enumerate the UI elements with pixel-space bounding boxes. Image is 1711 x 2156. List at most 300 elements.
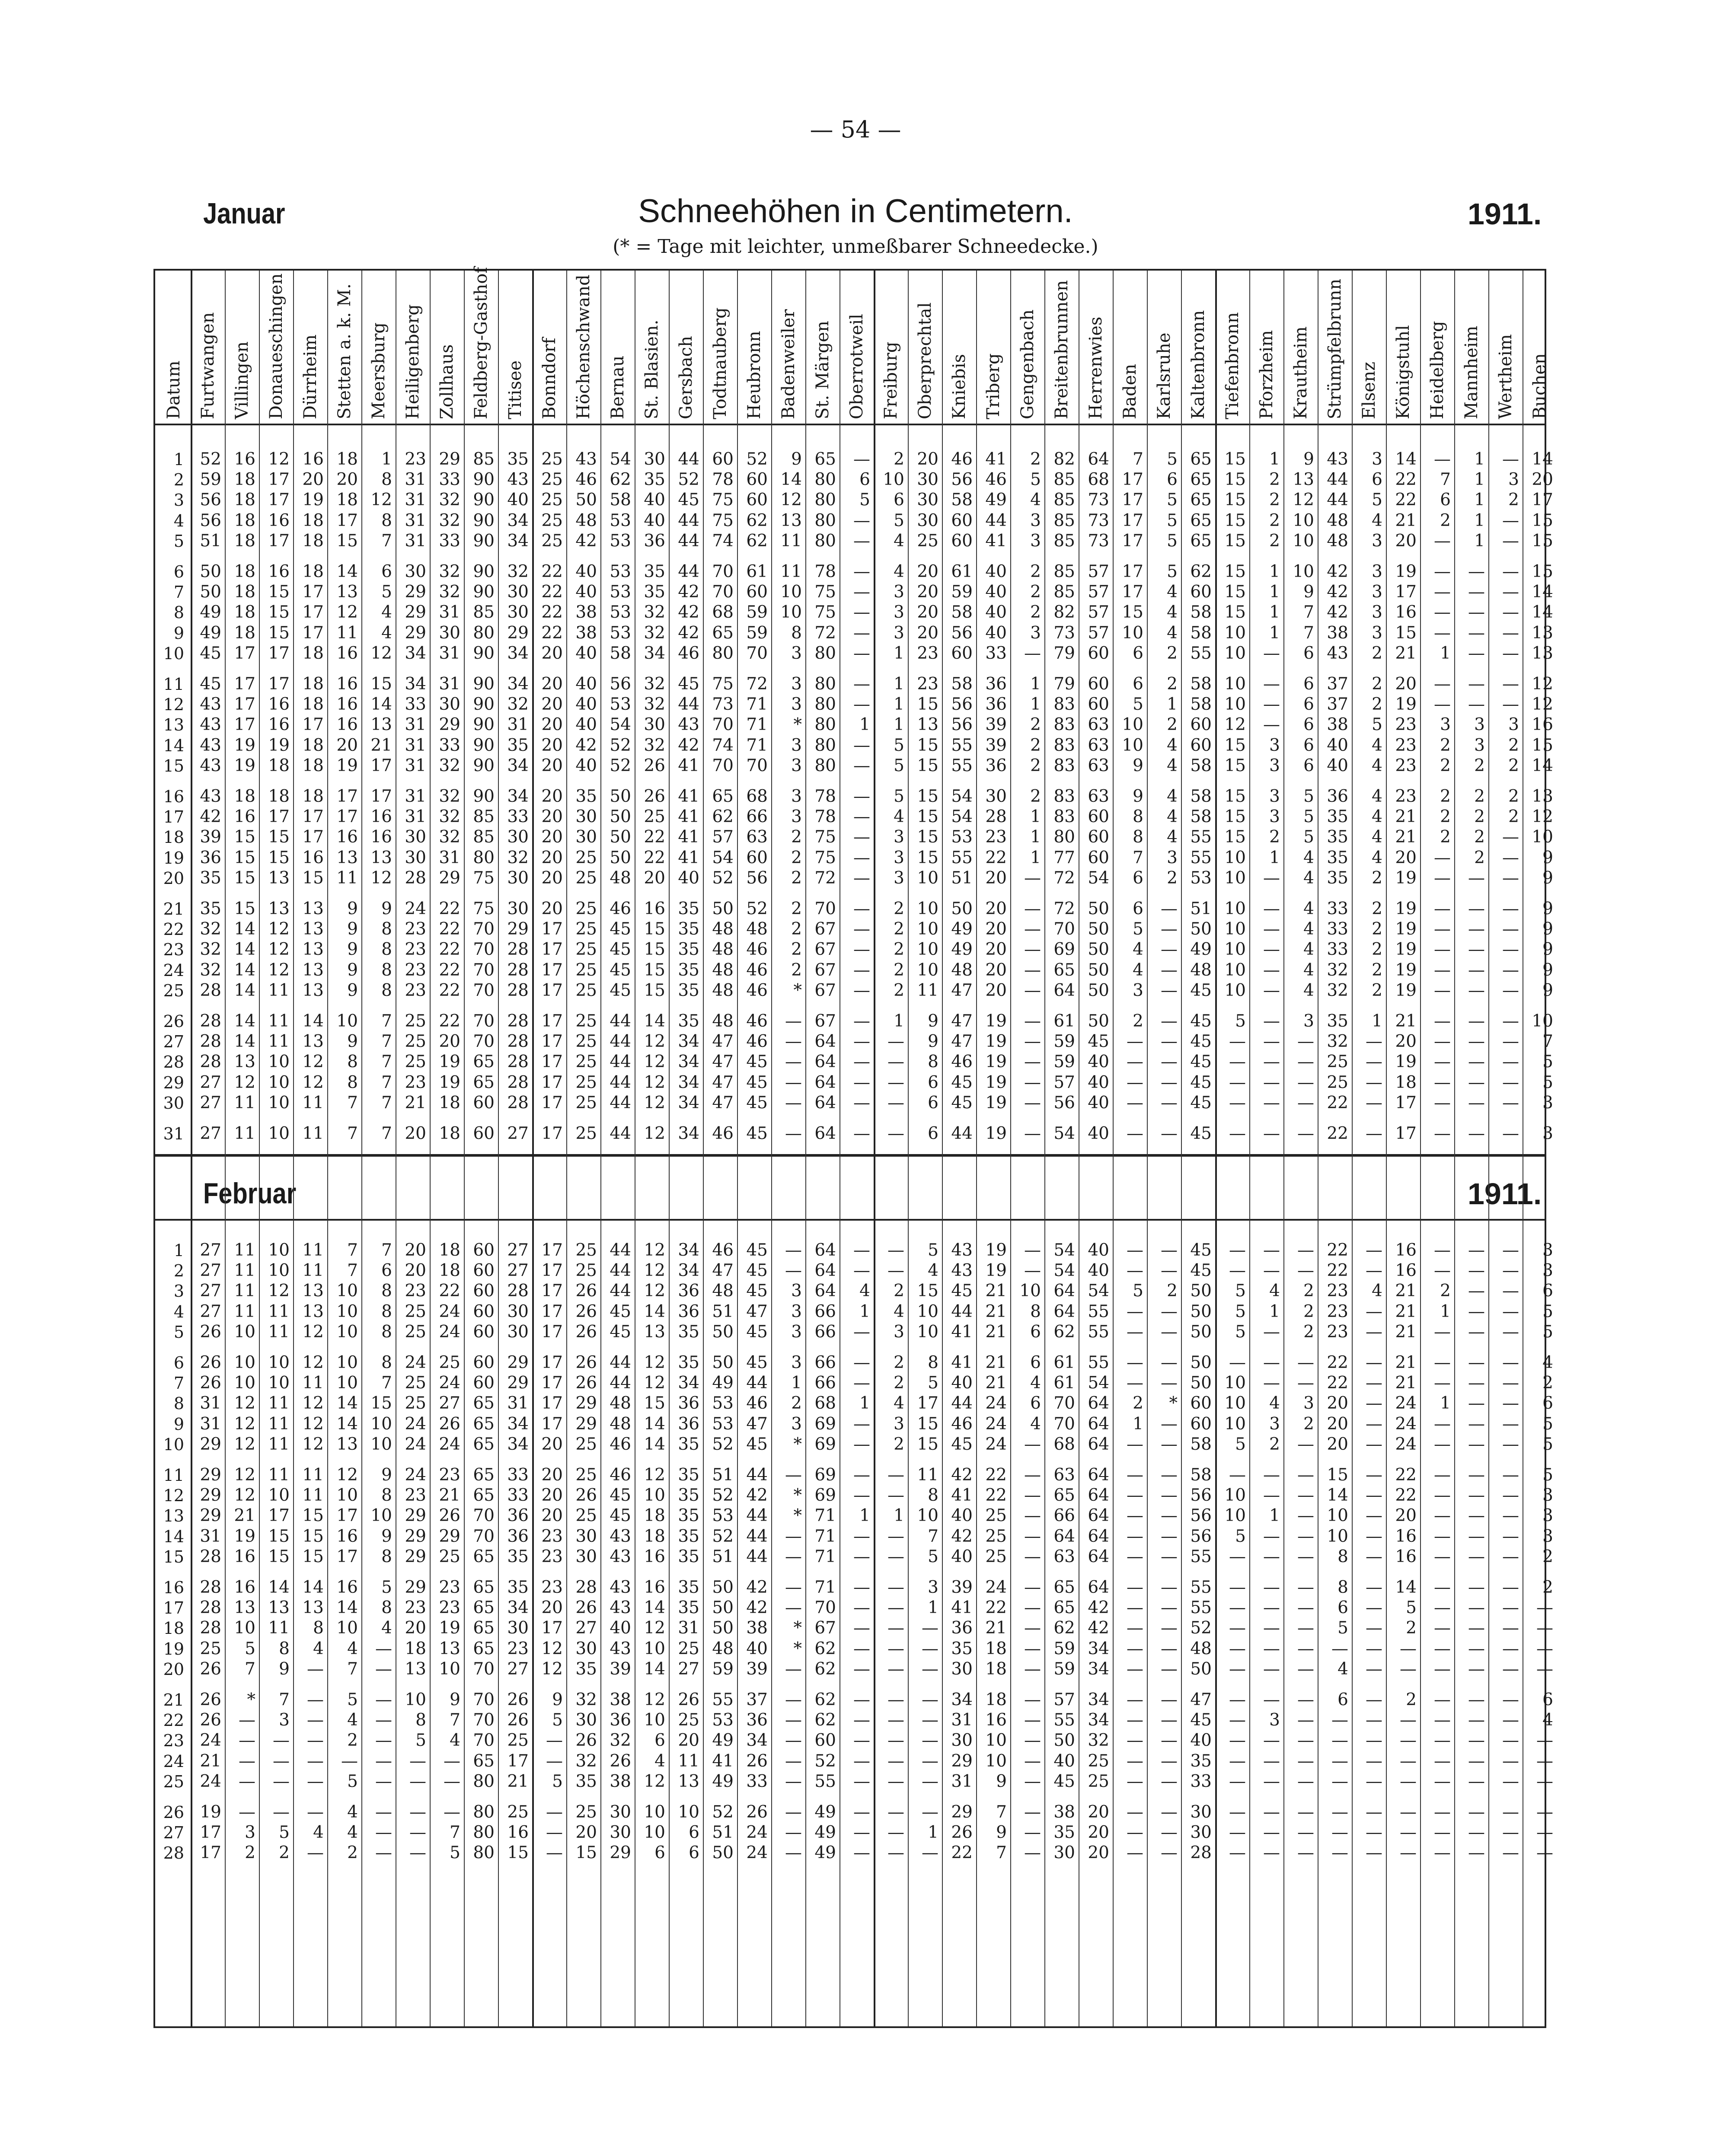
- table-cell: 90: [473, 735, 495, 755]
- table-cell: 60: [1088, 695, 1109, 714]
- table-cell: 1: [1474, 531, 1485, 551]
- table-cell: 17: [917, 1394, 938, 1413]
- table-cell: —: [887, 1052, 904, 1072]
- table-cell: 15: [268, 582, 290, 602]
- table-cell: 35: [1190, 1751, 1212, 1771]
- table-cell: 60: [712, 450, 734, 469]
- table-cell: —: [1263, 1598, 1280, 1618]
- table-cell: 59: [1053, 1659, 1075, 1679]
- table-cell: —: [1434, 919, 1451, 939]
- column-header: [1386, 277, 1420, 419]
- table-cell: 60: [473, 1373, 495, 1393]
- table-cell: —: [1400, 1659, 1417, 1679]
- table-cell: —: [1229, 1353, 1246, 1372]
- table-cell: 5: [1030, 470, 1041, 490]
- table-cell: 15: [917, 807, 938, 827]
- table-cell: 19: [985, 1011, 1007, 1031]
- day-number: 2: [173, 470, 184, 490]
- table-cell: 1: [1269, 603, 1280, 622]
- table-cell: —: [1502, 1052, 1519, 1072]
- table-cell: 78: [712, 470, 734, 490]
- table-cell: 2: [1542, 1373, 1553, 1393]
- table-cell: —: [922, 1802, 938, 1822]
- table-cell: 10: [1122, 623, 1143, 643]
- table-cell: 47: [712, 1032, 734, 1052]
- table-cell: 53: [610, 510, 631, 530]
- table-cell: 43: [610, 1526, 631, 1546]
- table-cell: —: [887, 1618, 904, 1638]
- table-cell: 58: [951, 603, 973, 622]
- table-cell: 29: [200, 1486, 221, 1505]
- table-cell: —: [1263, 1052, 1280, 1072]
- table-cell: 23: [439, 1598, 460, 1618]
- table-cell: 40: [1190, 1731, 1212, 1751]
- table-cell: 47: [712, 1261, 734, 1281]
- table-cell: 11: [780, 531, 802, 551]
- table-cell: 14: [644, 1414, 665, 1434]
- table-cell: 19: [985, 1124, 1007, 1143]
- table-cell: 22: [541, 582, 563, 602]
- table-cell: 25: [507, 1731, 529, 1751]
- table-cell: 12: [644, 1241, 665, 1260]
- table-cell: 21: [1395, 643, 1417, 663]
- table-cell: —: [1468, 1434, 1485, 1454]
- table-cell: 4: [381, 623, 392, 643]
- table-cell: 8: [1133, 807, 1143, 827]
- table-cell: 16: [1395, 1547, 1417, 1566]
- table-cell: 11: [302, 1261, 324, 1281]
- table-cell: 40: [1327, 756, 1348, 775]
- table-cell: 16: [336, 715, 358, 735]
- table-cell: 58: [1190, 787, 1212, 806]
- table-cell: —: [1366, 1373, 1382, 1393]
- table-cell: —: [1434, 1598, 1451, 1618]
- table-cell: 20: [985, 960, 1007, 980]
- table-cell: —: [785, 1843, 802, 1863]
- table-cell: 54: [1053, 1241, 1075, 1260]
- table-cell: —: [1331, 1771, 1348, 1791]
- table-cell: 52: [610, 735, 631, 755]
- table-cell: 25: [575, 1506, 597, 1526]
- table-cell: 46: [678, 643, 699, 663]
- table-cell: —: [1468, 1011, 1485, 1031]
- table-cell: 45: [951, 1093, 973, 1113]
- table-cell: —: [1366, 1526, 1382, 1546]
- table-cell: 44: [678, 695, 699, 714]
- table-cell: 32: [439, 582, 460, 602]
- day-number: 8: [173, 603, 184, 622]
- table-cell: 15: [1224, 787, 1246, 806]
- table-cell: 20: [1395, 674, 1417, 694]
- table-cell: 16: [336, 643, 358, 663]
- table-cell: 10: [268, 1486, 290, 1505]
- column-header-label: Krautheim: [1290, 326, 1311, 419]
- table-cell: 2: [1303, 1414, 1314, 1434]
- table-cell: 40: [678, 868, 699, 888]
- table-cell: 20: [985, 868, 1007, 888]
- table-cell: 35: [644, 470, 665, 490]
- table-cell: 45: [1088, 1032, 1109, 1052]
- table-cell: 32: [439, 827, 460, 847]
- table-cell: 40: [644, 490, 665, 510]
- table-cell: 50: [200, 582, 221, 602]
- table-cell: 17: [302, 807, 324, 827]
- table-cell: 22: [541, 603, 563, 622]
- table-cell: 3: [894, 603, 904, 622]
- table-cell: —: [1468, 1843, 1485, 1863]
- table-cell: —: [1297, 1751, 1314, 1771]
- table-cell: 52: [712, 1526, 734, 1546]
- table-cell: 7: [996, 1802, 1007, 1822]
- table-cell: 13: [405, 1659, 426, 1679]
- table-cell: 43: [610, 1547, 631, 1566]
- table-cell: 42: [1327, 582, 1348, 602]
- table-cell: —: [1502, 1434, 1519, 1454]
- table-cell: 11: [302, 1093, 324, 1113]
- table-cell: 20: [541, 695, 563, 714]
- table-cell: 65: [712, 787, 734, 806]
- table-cell: 22: [541, 623, 563, 643]
- table-cell: 21: [439, 1486, 460, 1505]
- table-cell: 9: [347, 960, 358, 980]
- table-cell: 90: [473, 510, 495, 530]
- table-cell: —: [922, 1843, 938, 1863]
- table-cell: 14: [1395, 450, 1417, 469]
- table-cell: 20: [678, 1731, 699, 1751]
- table-cell: 35: [678, 1353, 699, 1372]
- table-cell: 34: [678, 1261, 699, 1281]
- table-cell: 44: [951, 1301, 973, 1321]
- table-cell: 26: [575, 1373, 597, 1393]
- column-header: [1079, 277, 1113, 419]
- table-cell: 10: [370, 1506, 392, 1526]
- table-cell: 5: [1133, 1281, 1143, 1301]
- table-cell: 21: [405, 1093, 426, 1113]
- table-cell: —: [887, 1598, 904, 1618]
- table-cell: 45: [1190, 1032, 1212, 1052]
- table-cell: 30: [917, 510, 938, 530]
- table-cell: —: [1468, 1241, 1485, 1260]
- table-cell: 17: [302, 603, 324, 622]
- table-cell: 48: [1190, 1639, 1212, 1658]
- table-cell: 34: [405, 674, 426, 694]
- table-cell: —: [1468, 919, 1485, 939]
- table-cell: 29: [405, 603, 426, 622]
- table-cell: 17: [1395, 1124, 1417, 1143]
- table-cell: 25: [200, 1639, 221, 1658]
- table-cell: 90: [473, 531, 495, 551]
- table-cell: —: [1434, 1052, 1451, 1072]
- table-cell: 23: [405, 980, 426, 1000]
- table-cell: 20: [917, 562, 938, 581]
- table-cell: 15: [644, 980, 665, 1000]
- table-cell: 10: [370, 1434, 392, 1454]
- table-cell: —: [1331, 1731, 1348, 1751]
- column-header: [737, 277, 771, 419]
- table-cell: —: [1434, 1690, 1451, 1709]
- table-cell: —: [853, 562, 870, 581]
- table-cell: 45: [746, 1124, 768, 1143]
- table-cell: 18: [302, 735, 324, 755]
- table-cell: 11: [336, 868, 358, 888]
- table-cell: 3: [1269, 807, 1280, 827]
- table-cell: 3: [894, 623, 904, 643]
- table-cell: 24: [405, 1353, 426, 1372]
- table-cell: 2: [347, 1731, 358, 1751]
- table-cell: 17: [541, 1011, 563, 1031]
- table-cell: 9: [1133, 787, 1143, 806]
- table-cell: 43: [200, 695, 221, 714]
- table-cell: 35: [1053, 1823, 1075, 1843]
- table-cell: 45: [200, 674, 221, 694]
- table-cell: 21: [1395, 827, 1417, 847]
- column-header-label: Baden: [1120, 364, 1140, 419]
- table-cell: 65: [1190, 531, 1212, 551]
- table-cell: 11: [917, 980, 938, 1000]
- table-cell: 2: [1440, 787, 1451, 806]
- table-cell: 12: [234, 1486, 255, 1505]
- table-cell: 18: [405, 1639, 426, 1658]
- table-cell: 9: [1542, 868, 1553, 888]
- table-cell: 25: [541, 490, 563, 510]
- table-cell: 44: [746, 1373, 768, 1393]
- table-cell: —: [1297, 1639, 1314, 1658]
- table-cell: 15: [234, 827, 255, 847]
- table-cell: —: [1502, 1526, 1519, 1546]
- table-cell: 49: [200, 603, 221, 622]
- table-cell: 13: [268, 899, 290, 919]
- day-number: 4: [173, 511, 184, 530]
- table-cell: —: [1502, 1301, 1519, 1321]
- table-cell: 57: [1088, 582, 1109, 602]
- table-cell: 25: [575, 940, 597, 960]
- table-cell: 3: [791, 807, 802, 827]
- table-cell: —: [1127, 1802, 1143, 1822]
- table-cell: 10: [1122, 715, 1143, 735]
- table-cell: 11: [268, 1618, 290, 1638]
- table-cell: —: [887, 1032, 904, 1052]
- table-cell: 41: [678, 807, 699, 827]
- table-cell: 44: [746, 1465, 768, 1485]
- table-cell: 57: [1088, 603, 1109, 622]
- table-cell: 2: [1133, 1011, 1143, 1031]
- table-cell: —: [1161, 1052, 1178, 1072]
- table-cell: 29: [405, 1578, 426, 1597]
- table-cell: 40: [985, 562, 1007, 581]
- table-cell: 20: [1088, 1802, 1109, 1822]
- table-cell: 4: [1167, 623, 1178, 643]
- table-cell: 13: [644, 1322, 665, 1342]
- table-cell: —: [1468, 1465, 1485, 1485]
- table-cell: —: [1502, 940, 1519, 960]
- table-cell: 5: [1542, 1052, 1553, 1072]
- table-cell: 8: [1030, 1301, 1041, 1321]
- table-cell: 1: [1030, 807, 1041, 827]
- table-cell: 8: [381, 510, 392, 530]
- table-cell: 26: [439, 1506, 460, 1526]
- table-cell: 30: [610, 1823, 631, 1843]
- table-cell: 5: [859, 490, 870, 510]
- table-cell: 44: [951, 1394, 973, 1413]
- table-cell: 15: [917, 827, 938, 847]
- table-cell: 19: [268, 735, 290, 755]
- day-number: 26: [163, 1012, 184, 1031]
- column-header-label: Todtnauberg: [710, 307, 730, 419]
- table-cell: 45: [678, 674, 699, 694]
- table-cell: —: [1263, 1751, 1280, 1771]
- table-cell: 10: [644, 1639, 665, 1658]
- table-cell: 18: [985, 1690, 1007, 1709]
- table-cell: 6: [1303, 715, 1314, 735]
- table-cell: 16: [370, 807, 392, 827]
- table-cell: 32: [507, 848, 529, 868]
- table-cell: 18: [439, 1241, 460, 1260]
- table-cell: 48: [610, 868, 631, 888]
- table-cell: 44: [678, 510, 699, 530]
- table-cell: —: [1502, 1731, 1519, 1751]
- table-cell: —: [1366, 1547, 1382, 1566]
- table-cell: —: [1297, 1486, 1314, 1505]
- table-cell: —: [1434, 1414, 1451, 1434]
- table-cell: 12: [644, 1032, 665, 1052]
- table-cell: —: [1229, 1052, 1246, 1072]
- table-cell: 7: [347, 1124, 358, 1143]
- table-cell: 32: [644, 623, 665, 643]
- table-cell: —: [1434, 1710, 1451, 1730]
- table-cell: 17: [268, 643, 290, 663]
- table-cell: 18: [302, 674, 324, 694]
- table-cell: 21: [985, 1373, 1007, 1393]
- table-cell: 23: [405, 1072, 426, 1092]
- table-cell: 17: [302, 582, 324, 602]
- table-cell: 3: [894, 868, 904, 888]
- table-cell: 27: [678, 1659, 699, 1679]
- table-cell: 64: [814, 1124, 836, 1143]
- table-cell: 11: [302, 1465, 324, 1485]
- day-number: 16: [163, 787, 184, 806]
- day-number: 18: [163, 828, 184, 847]
- table-cell: 15: [268, 848, 290, 868]
- table-cell: 8: [347, 1072, 358, 1092]
- table-cell: 5: [381, 1578, 392, 1597]
- table-cell: 12: [302, 1414, 324, 1434]
- table-cell: 15: [1224, 756, 1246, 775]
- table-cell: 24: [985, 1394, 1007, 1413]
- table-cell: 49: [712, 1771, 734, 1791]
- table-cell: 57: [712, 827, 734, 847]
- table-cell: —: [1366, 1639, 1382, 1658]
- column-header-label: Karlsruhe: [1154, 332, 1174, 419]
- table-cell: —: [887, 1659, 904, 1679]
- table-cell: 42: [1088, 1598, 1109, 1618]
- table-cell: —: [1434, 1434, 1451, 1454]
- table-cell: 29: [405, 1526, 426, 1546]
- table-cell: 64: [1088, 1486, 1109, 1505]
- table-cell: 30: [575, 827, 597, 847]
- table-cell: —: [1502, 1011, 1519, 1031]
- table-cell: —: [1127, 1578, 1143, 1597]
- table-cell: —: [1024, 980, 1041, 1000]
- table-cell: —: [785, 1690, 802, 1709]
- table-cell: 2: [1030, 787, 1041, 806]
- table-cell: 66: [814, 1301, 836, 1321]
- day-number: 14: [163, 1527, 184, 1546]
- table-cell: 64: [814, 1241, 836, 1260]
- table-cell: 6: [1303, 735, 1314, 755]
- table-cell: —: [853, 1802, 870, 1822]
- table-cell: —: [273, 1802, 290, 1822]
- table-cell: —: [922, 1771, 938, 1791]
- table-cell: 16: [234, 807, 255, 827]
- table-cell: 18: [302, 643, 324, 663]
- table-cell: —: [1502, 1072, 1519, 1092]
- table-cell: 35: [575, 1771, 597, 1791]
- table-cell: —: [1434, 868, 1451, 888]
- table-cell: 60: [746, 490, 768, 510]
- table-cell: 2: [1440, 510, 1451, 530]
- table-cell: 52: [610, 756, 631, 775]
- table-cell: 9: [1542, 848, 1553, 868]
- table-cell: —: [1502, 1486, 1519, 1505]
- table-cell: 4: [1303, 899, 1314, 919]
- table-cell: 80: [814, 756, 836, 775]
- table-cell: 6: [1133, 868, 1143, 888]
- table-cell: —: [1161, 1032, 1178, 1052]
- table-cell: 3: [1542, 1124, 1553, 1143]
- table-cell: 16: [1395, 603, 1417, 622]
- table-cell: 29: [405, 1506, 426, 1526]
- table-cell: 48: [712, 1639, 734, 1658]
- table-cell: —: [1366, 1322, 1382, 1342]
- table-cell: —: [1161, 1731, 1178, 1751]
- table-cell: 20: [541, 787, 563, 806]
- table-cell: 10: [1224, 919, 1246, 939]
- table-cell: —: [1502, 450, 1519, 469]
- table-cell: 42: [1088, 1618, 1109, 1638]
- table-cell: 4: [1167, 787, 1178, 806]
- table-cell: —: [853, 1710, 870, 1730]
- year-february: 1911.: [1468, 1177, 1542, 1211]
- table-cell: 51: [712, 1465, 734, 1485]
- table-cell: 11: [234, 1281, 255, 1301]
- table-cell: 44: [610, 1261, 631, 1281]
- table-cell: 4: [1372, 807, 1382, 827]
- table-cell: —: [1502, 582, 1519, 602]
- column-header: [1113, 277, 1147, 419]
- table-cell: 60: [1088, 827, 1109, 847]
- table-cell: 64: [1088, 1526, 1109, 1546]
- table-cell: —: [239, 1731, 255, 1751]
- table-cell: 3: [1542, 1241, 1553, 1260]
- table-cell: 20: [1088, 1843, 1109, 1863]
- table-cell: —: [1536, 1639, 1553, 1658]
- table-cell: 70: [473, 1710, 495, 1730]
- table-cell: 52: [1190, 1618, 1212, 1638]
- header-rule: [153, 424, 1546, 425]
- table-cell: —: [1434, 562, 1451, 581]
- table-cell: 61: [1053, 1353, 1075, 1372]
- table-cell: 28: [200, 1547, 221, 1566]
- table-cell: 20: [302, 470, 324, 490]
- table-cell: —: [1468, 643, 1485, 663]
- table-cell: 17: [541, 1241, 563, 1260]
- table-cell: 1: [859, 1394, 870, 1413]
- table-cell: 23: [405, 1486, 426, 1505]
- table-cell: —: [1468, 1547, 1485, 1566]
- table-cell: 12: [1532, 695, 1553, 714]
- table-cell: 29: [439, 868, 460, 888]
- table-cell: 2: [1030, 450, 1041, 469]
